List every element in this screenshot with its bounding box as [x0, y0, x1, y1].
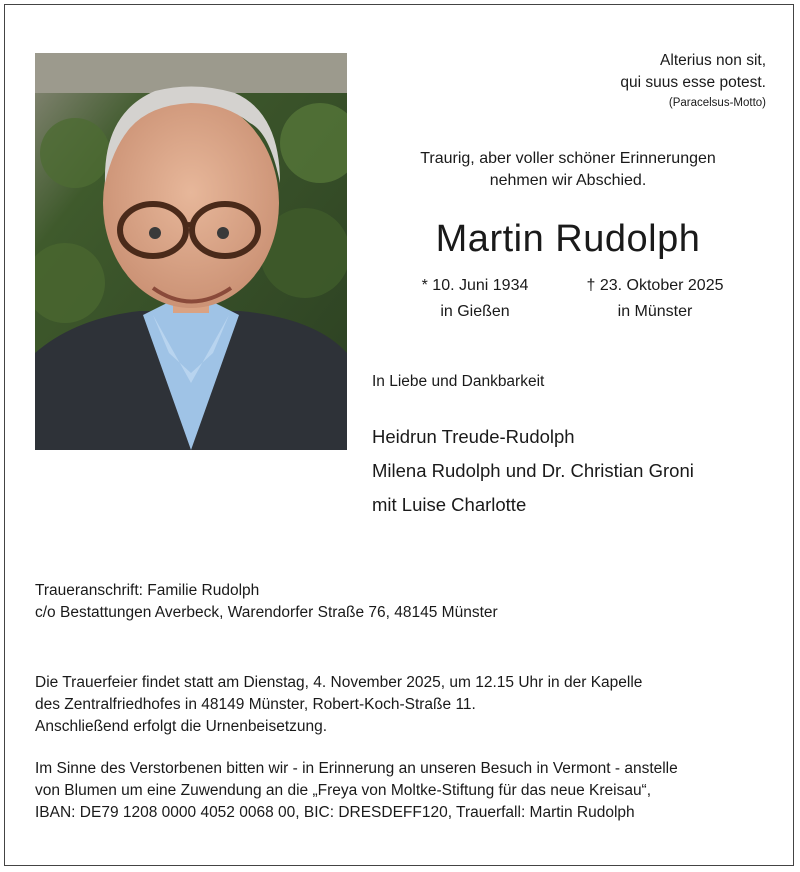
donation-line-3: IBAN: DE79 1208 0000 4052 0068 00, BIC: DRESDEFF120, Trauerfall: Martin Rudolph: [35, 804, 635, 821]
family-intro: In Liebe und Dankbarkeit: [372, 373, 545, 390]
family-member: mit Luise Charlotte: [372, 494, 527, 515]
mourning-address: [35, 580, 498, 624]
death-place: in Münster: [617, 303, 693, 320]
farewell-intro-line-1: Traurig, aber voller schöner Erinnerungen: [420, 150, 716, 167]
family-members: [372, 420, 694, 522]
motto-line-2: qui suus esse potest.: [620, 74, 766, 91]
mourning-address-line-2: c/o Bestattungen Averbeck, Warendorfer Straße 76, 48145 Münster: [35, 604, 498, 621]
motto-source: (Paracelsus-Motto): [668, 97, 766, 109]
birth-date: * 10. Juni 1934: [421, 277, 529, 294]
ceremony-line-3: Anschließend erfolgt die Urnenbeisetzung.: [35, 718, 328, 735]
ceremony-info: [35, 672, 642, 738]
donation-line-1: Im Sinne des Verstorbenen bitten wir - in Erinnerung an unseren Besuch in Vermont - anstelle: [35, 760, 678, 777]
portrait-photo: [35, 53, 347, 450]
deceased-name: Martin Rudolph: [435, 218, 701, 260]
death-date: † 23. Oktober 2025: [586, 277, 724, 294]
family-member: Milena Rudolph und Dr. Christian Groni: [372, 460, 694, 481]
farewell-intro-line-2: nehmen wir Abschied.: [489, 172, 647, 189]
birth-place: in Gießen: [440, 303, 510, 320]
ceremony-line-2: des Zentralfriedhofes in 48149 Münster, Robert-Koch-Straße 11.: [35, 696, 476, 713]
donation-line-2: von Blumen um eine Zuwendung an die „Freya von Moltke-Stiftung für das neue Kreisau“,: [35, 782, 652, 799]
farewell-intro: [368, 148, 768, 192]
family-member: Heidrun Treude-Rudolph: [372, 426, 575, 447]
donation-info: [35, 758, 678, 824]
birth-info: [375, 273, 575, 325]
ceremony-line-1: Die Trauerfeier findet statt am Dienstag, 4. November 2025, um 12.15 Uhr in der Kapelle: [35, 674, 643, 691]
motto-line-1: Alterius non sit,: [660, 52, 766, 69]
death-info: [555, 273, 755, 325]
mourning-address-line-1: Traueranschrift: Familie Rudolph: [35, 582, 260, 599]
motto-block: [466, 50, 766, 112]
